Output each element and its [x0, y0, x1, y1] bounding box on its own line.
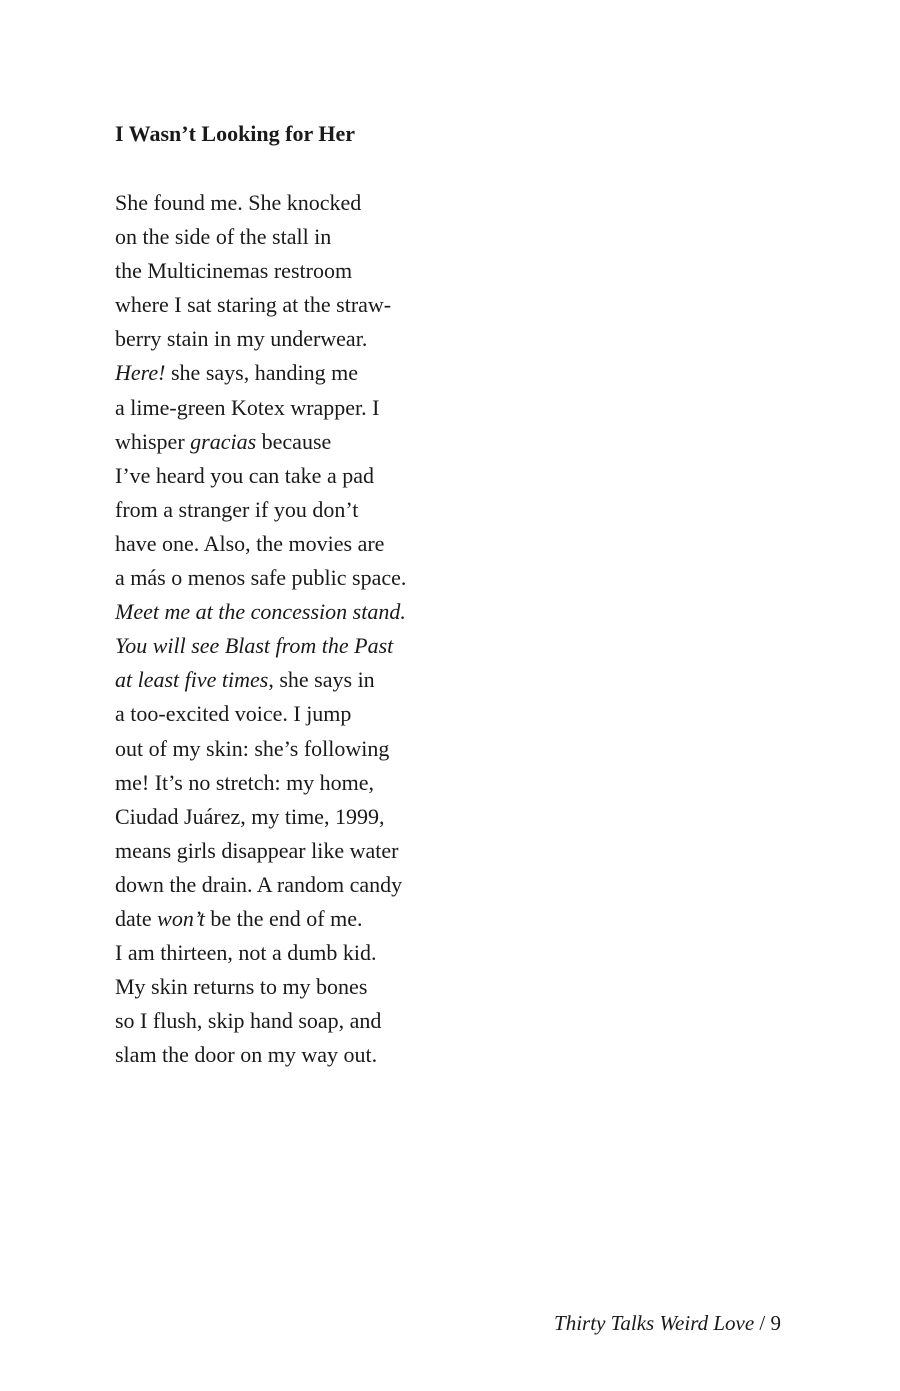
poem-text: My skin returns to my bones [115, 974, 368, 1000]
poem-italic-text: Here! [115, 360, 166, 386]
poem-text: Ciudad Juárez, my time, 1999, [115, 803, 385, 829]
poem-text: I am thirteen, not a dumb kid. [115, 940, 377, 966]
poem-line [115, 220, 406, 254]
poem-text: me! It’s no stretch: my home, [115, 769, 375, 795]
poem-text: on the side of the stall in [115, 224, 332, 250]
poem-line [115, 561, 406, 595]
page-number: 9 [770, 1311, 781, 1335]
poem-line [115, 527, 406, 561]
poem-line [115, 459, 406, 493]
poem-line [115, 391, 406, 425]
poem-line [115, 629, 406, 663]
poem-line [115, 493, 406, 527]
poem-text: berry stain in my underwear. [115, 326, 368, 352]
poem-text: slam the door on my way out. [115, 1042, 378, 1068]
poem-line [115, 970, 406, 1004]
poem-text: means girls disappear like water [115, 837, 399, 863]
poem-text: where I sat staring at the straw- [115, 292, 392, 318]
poem-line [115, 663, 406, 697]
poem-line [115, 595, 406, 629]
footer-separator: / [754, 1311, 771, 1335]
poem-italic-text: You will see Blast from the Past [115, 633, 394, 659]
poem-line [115, 936, 406, 970]
poem-text: she says, handing me [165, 360, 358, 386]
poem-text: out of my skin: she’s following [115, 735, 390, 761]
poem-italic-text: Meet me at the concession stand. [115, 599, 406, 625]
poem-text: because [256, 428, 332, 454]
poem-text: have one. Also, the movies are [115, 530, 385, 556]
poem-text: I’ve heard you can take a pad [115, 462, 374, 488]
poem-text: so I flush, skip hand soap, and [115, 1008, 382, 1034]
poem-line [115, 697, 406, 731]
poem-title: I Wasn’t Looking for Her [115, 121, 355, 146]
poem-text: , she says in [268, 667, 375, 693]
running-footer-book-title: Thirty Talks Weird Love [554, 1311, 755, 1335]
poem-line [115, 186, 406, 220]
poem-line [115, 834, 406, 868]
poem-line [115, 356, 406, 390]
poem-italic-text: won’t [157, 905, 205, 931]
poem-text: whisper [115, 428, 191, 454]
poem-line [115, 425, 406, 459]
poem-line [115, 322, 406, 356]
poem-text: be the end of me. [204, 905, 363, 931]
poem-text: down the drain. A random candy [115, 871, 403, 897]
poem-text: a lime-green Kotex wrapper. I [115, 394, 380, 420]
page-footer [554, 1308, 781, 1338]
poem-line [115, 288, 406, 322]
poem-text: from a stranger if you don’t [115, 496, 359, 522]
poem-text: a too-excited voice. I jump [115, 701, 352, 727]
poem-line [115, 902, 406, 936]
poem-line [115, 254, 406, 288]
poem-line [115, 868, 406, 902]
poem-line [115, 732, 406, 766]
poem-text: a más o menos safe public space. [115, 565, 407, 591]
poem-italic-text: at least five times [115, 667, 269, 693]
poem-line [115, 1004, 406, 1038]
poem-text: She found me. She knocked [115, 190, 362, 215]
poem-text: date [115, 905, 158, 931]
poem-line [115, 1038, 406, 1072]
poem-text: the Multicinemas restroom [115, 258, 353, 284]
poem-line [115, 766, 406, 800]
poem-body [115, 186, 406, 1072]
poem-italic-text: gracias [190, 428, 257, 454]
poem-line [115, 800, 406, 834]
